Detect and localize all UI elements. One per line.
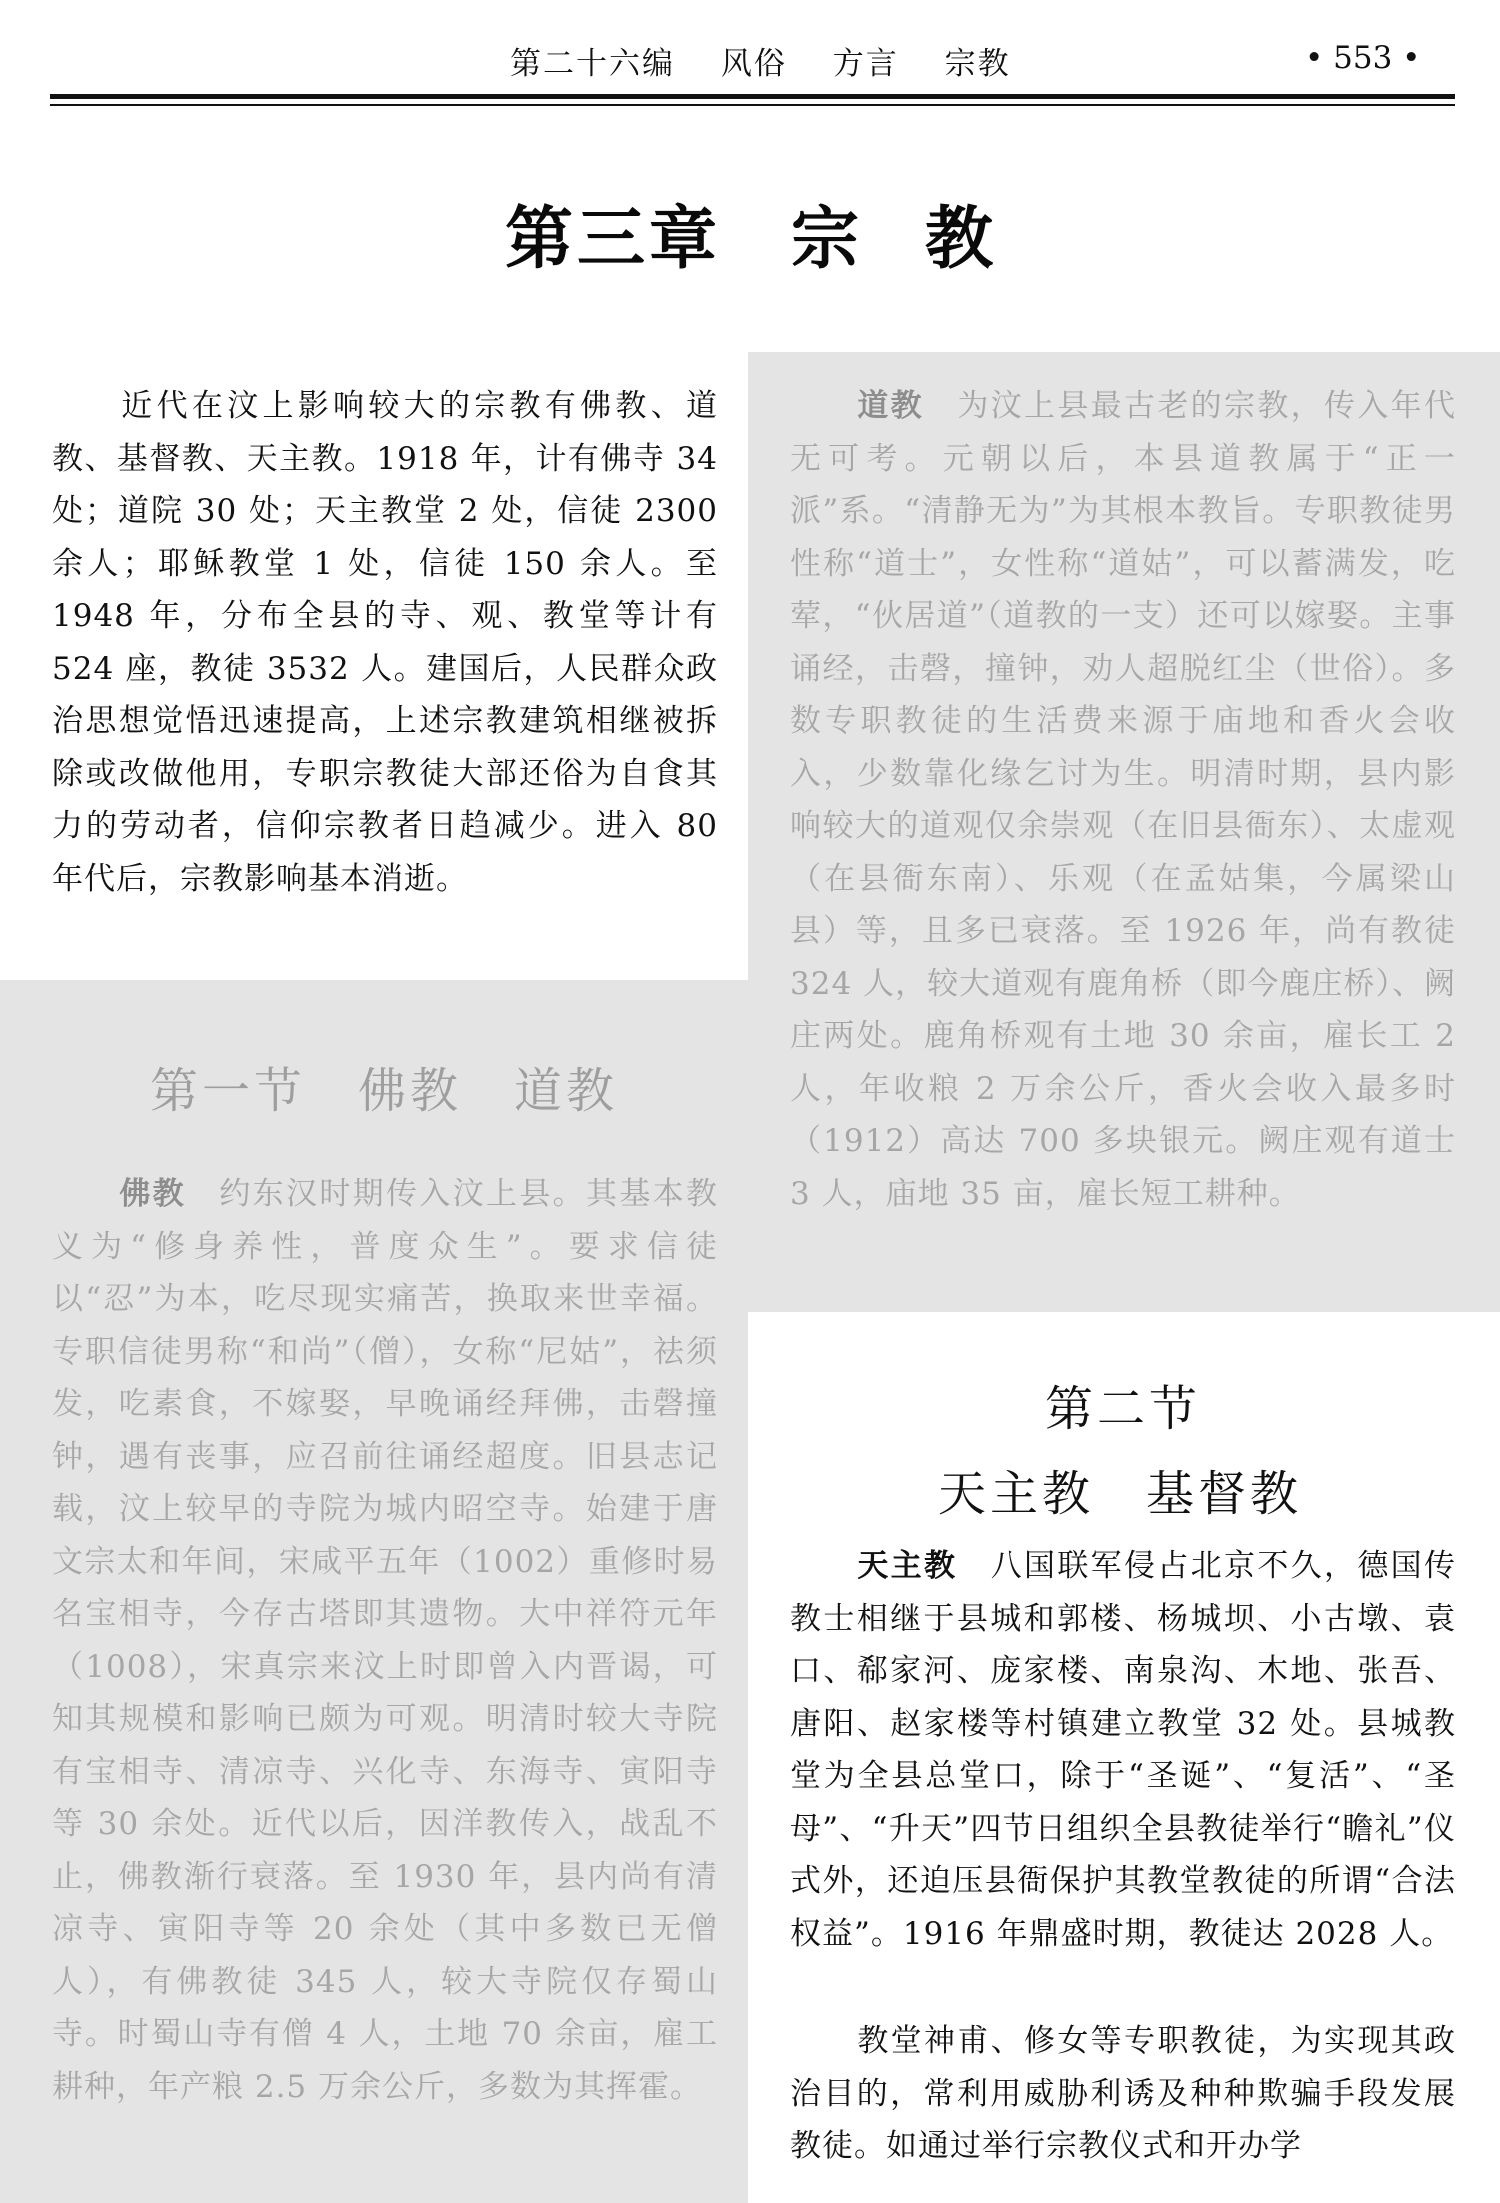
- taoism-lead: 道教: [856, 388, 924, 424]
- chapter-title-char-2: 教: [925, 200, 998, 279]
- topic-religion: 宗教: [944, 46, 1011, 82]
- header-rule-thick: [50, 94, 1455, 99]
- section2-title-line2: 天主教 基督教: [938, 1466, 1303, 1522]
- section1-title: 第一节 佛教 道教: [150, 1063, 619, 1119]
- topic-customs: 风俗: [720, 46, 787, 82]
- buddhism-lead: 佛教: [118, 1176, 186, 1212]
- intro-paragraph: [52, 380, 718, 905]
- buddhism-text: 约东汉时期传入汶上县。其基本教义为“修身养性，普度众生”。要求信徒以“忍”为本，吃尽现实痛苦，换取来世幸福。专职信徒男称“和尚”（僧），女称“尼姑”，祛须发，吃素食，不嫁娶，早晚诵经拜佛，击磬撞钟，遇有丧事，应召前往诵经超度。旧县志记载，汶上较早的寺院为城内昭空寺。始建于唐文宗太和年间，宋咸平五年（1002）重修时易名宝相寺，今存古塔即其遗物。大中祥符元年（1008），宋真宗来汶上时即曾入内晋谒，可知其规模和影响已颇为可观。明清时较大寺院有宝相寺、清凉寺、兴化寺、东海寺、寅阳寺等 30 余处。近代以后，因洋教传入，战乱不止，佛教渐行衰落。至 1930 年，县内尚有清凉寺、寅阳寺等 20 余处（其中多数已无僧人），有佛教徒 345 人，较大寺院仅存蜀山寺。时蜀山寺有僧 4 人，土地 70 余亩，雇工耕种，年产粮 2.5 万余公斤，多数为其挥霍。: [52, 1176, 719, 2105]
- chapter-title-char-1: 宗: [791, 200, 864, 279]
- catholic-paragraph: [790, 1540, 1456, 1960]
- header-rule-thin: [50, 104, 1455, 106]
- topic-dialect: 方言: [832, 46, 899, 82]
- section2-title-line1: 第二节: [1045, 1381, 1202, 1437]
- taoism-text: 为汶上县最古老的宗教，传入年代无可考。元朝以后，本县道教属于“正一派”系。“清静无为”为其根本教旨。专职教徒男性称“道士”，女性称“道姑”，可以蓄满发，吃荤，“伙居道”（道教的一支）还可以嫁娶。主事诵经，击磬，撞钟，劝人超脱红尘（世俗）。多数专职教徒的生活费来源于庙地和香火会收入，少数靠化缘乞讨为生。明清时期，县内影响较大的道观仅余崇观（在旧县衙东）、太虚观（在县衙东南）、乐观（在孟姑集，今属梁山县）等，且多已衰落。至 1926 年，尚有教徒 324 人，较大道观有鹿角桥（即今鹿庄桥）、阙庄两处。鹿角桥观有土地 30 余亩，雇长工 2 人，年收粮 2 万余公斤，香火会收入最多时（1912）高达 700 多块银元。阙庄观有道士 3 人，庙地 35 亩，雇长短工耕种。: [790, 388, 1457, 1212]
- buddhism-paragraph: [52, 1168, 718, 2113]
- part-label: 第二十六编: [510, 46, 675, 82]
- page-number: • 553 •: [1305, 40, 1421, 76]
- running-head: [510, 38, 1045, 83]
- taoism-paragraph: [790, 380, 1456, 1220]
- continued-paragraph: [790, 2015, 1456, 2173]
- catholic-lead: 天主教: [856, 1548, 958, 1584]
- chapter-title: [505, 185, 997, 282]
- continued-text: 教堂神甫、修女等专职教徒，为实现其政治目的，常利用威胁利诱及种种欺骗手段发展教徒。如通过举行宗教仪式和开办学: [790, 2023, 1456, 2164]
- intro-text: 近代在汶上影响较大的宗教有佛教、道教、基督教、天主教。1918 年，计有佛寺 34 处；道院 30 处；天主教堂 2 处，信徒 2300 余人；耶稣教堂 1 处，信徒 150 余人。至 1948 年，分布全县的寺、观、教堂等计有 524 座，教徒 3532 人。建国后，人民群众政治思想觉悟迅速提高，上述宗教建筑相继被拆除或改做他用，专职宗教徒大部还俗为自食其力的劳动者，信仰宗教者日趋减少。进入 80 年代后，宗教影响基本消逝。: [52, 388, 718, 897]
- chapter-number: 第三章: [505, 200, 722, 279]
- catholic-text: 八国联军侵占北京不久，德国传教士相继于县城和郭楼、杨城坝、小古墩、袁口、郗家河、庞家楼、南泉沟、木地、张吾、唐阳、赵家楼等村镇建立教堂 32 处。县城教堂为全县总堂口，除于“圣诞”、“复活”、“圣母”、“升天”四节日组织全县教徒举行“瞻礼”仪式外，还迫压县衙保护其教堂教徒的所谓“合法权益”。1916 年鼎盛时期，教徒达 2028 人。: [790, 1548, 1457, 1952]
